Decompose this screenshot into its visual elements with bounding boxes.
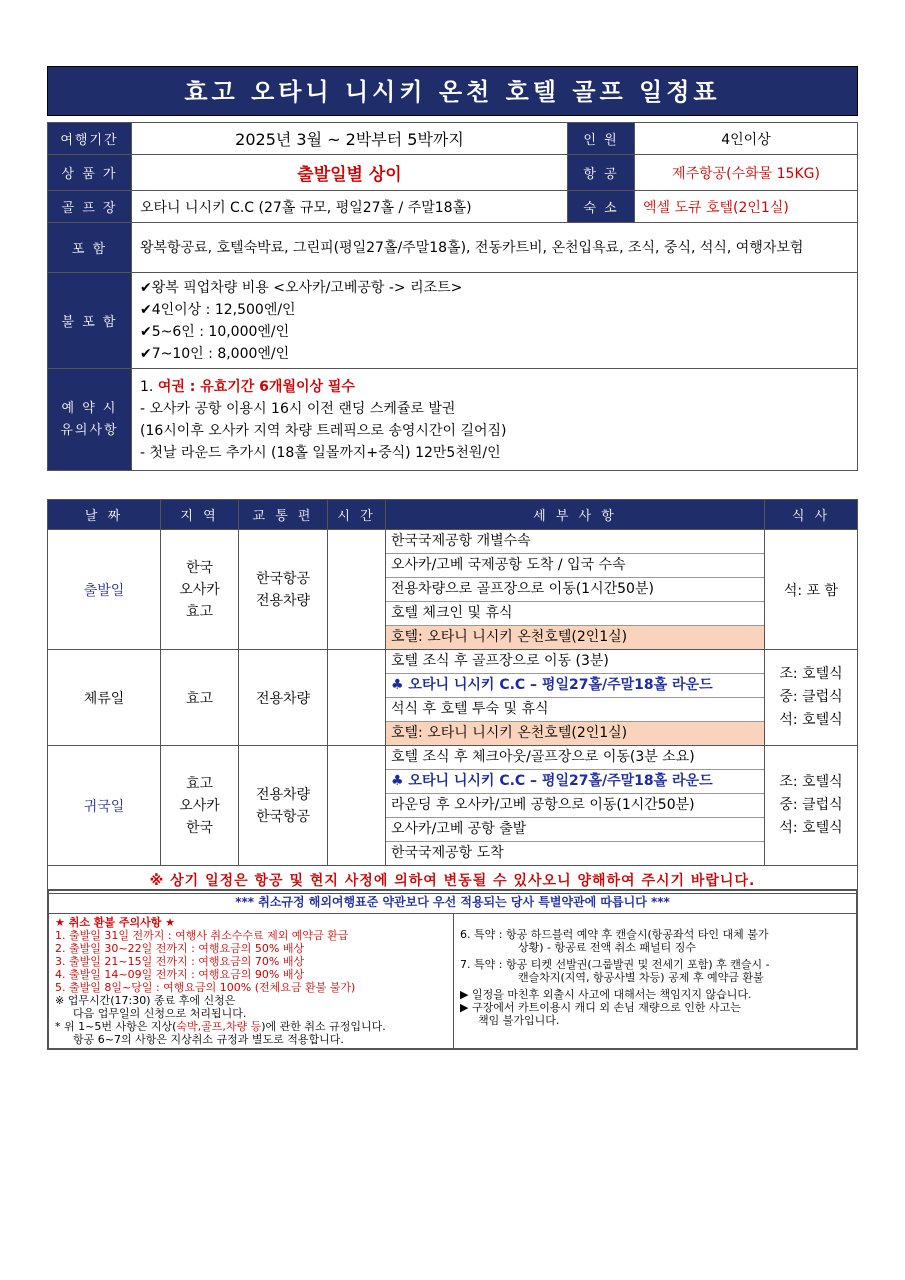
transport-line: 전용차량 <box>255 786 311 803</box>
detail-line: 호텔 조식 후 체크아웃/골프장으로 이동(3분 소요) <box>386 746 764 770</box>
header-region: 지 역 <box>161 500 239 530</box>
region-line: 효고 <box>185 775 214 792</box>
exclude-item: ✔왕복 픽업차량 비용 <오사카/고베공항 -> 리조트> <box>140 279 463 296</box>
table-row <box>48 746 858 866</box>
day-details <box>386 650 765 746</box>
detail-line: 오사카/고베 공항 출발 <box>386 818 764 842</box>
cancel-item: 4. 출발일 14~09일 전까지 : 여행요금의 90% 배상 <box>55 968 305 981</box>
detail-line: 전용차량으로 골프장으로 이동(1시간50분) <box>386 578 764 602</box>
note-text: )에 관한 취소 규정입니다. <box>261 1020 386 1033</box>
ground-cancel-note <box>55 1020 447 1033</box>
detail-line: 호텔 조식 후 골프장으로 이동 (3분) <box>386 650 764 674</box>
cancel-right <box>454 914 856 1048</box>
notes-item: (16시이후 오사카 지역 차량 트레픽으로 송영시간이 길어짐) <box>140 422 507 439</box>
detail-line: 오사카/고베 국제공항 도착 / 입국 수속 <box>386 554 764 578</box>
header-date: 날 짜 <box>48 500 161 530</box>
detail-line: 라운딩 후 오사카/고베 공항으로 이동(1시간50분) <box>386 794 764 818</box>
cancel-item: 3. 출발일 21~15일 전까지 : 여행요금의 70% 배상 <box>55 955 305 968</box>
day-region: 효고 <box>161 650 239 746</box>
exclude-label: 불 포 함 <box>48 273 132 369</box>
clause-line: 6. 특약 : 항공 하드블럭 예약 후 캔슬시(항공좌석 타인 대체 불가 <box>460 928 769 941</box>
header-transport: 교 통 편 <box>239 500 328 530</box>
day-meals <box>765 650 858 746</box>
note-highlight: 숙박,골프,차량 등 <box>176 1020 262 1033</box>
air-label: 항 공 <box>568 155 635 191</box>
air-value: 제주항공(수화물 15KG) <box>635 155 858 191</box>
day-name: 귀국일 <box>48 746 161 866</box>
exclude-list <box>132 273 858 369</box>
office-hours-note: ※ 업무시간(17:30) 종료 후에 신청은 <box>55 994 236 1007</box>
day-transport <box>239 746 328 866</box>
table-row <box>48 650 858 746</box>
header-meals: 식 사 <box>765 500 858 530</box>
region-line: 오사카 <box>179 797 220 814</box>
header-time: 시 간 <box>328 500 386 530</box>
day-time <box>328 650 386 746</box>
passport-warning: 여권 : 유효기간 6개월이상 필수 <box>157 378 355 395</box>
cancel-title: ★ 취소 환불 주의사항 ★ <box>55 916 176 929</box>
meal-line: 조: 호텔식 <box>779 774 843 790</box>
note-text: * 위 1~5번 사항은 지상( <box>55 1020 177 1033</box>
day-time <box>328 746 386 866</box>
golf-value: 오타니 니시키 C.C (27홀 규모, 평일27홀 / 주말18홀) <box>132 191 568 223</box>
transport-line: 전용차량 <box>255 592 311 609</box>
clause-line: 상황) - 항공료 전액 취소 패널티 징수 <box>518 941 697 954</box>
schedule-notice: ※ 상기 일정은 항공 및 현지 사정에 의하여 변동될 수 있사오니 양해하여 주시기 바랍니다. <box>48 866 858 894</box>
day-region <box>161 746 239 866</box>
trip-info-table <box>47 122 858 471</box>
cancel-item: 2. 출발일 30~22일 전까지 : 여행요금의 50% 배상 <box>55 942 305 955</box>
hotel-label: 숙 소 <box>568 191 635 223</box>
cart-note <box>460 1001 850 1027</box>
day-details <box>386 530 765 650</box>
notes-label-line: 유의사항 <box>60 422 119 438</box>
region-line: 오사카 <box>179 581 220 598</box>
day-region <box>161 530 239 650</box>
detail-line: 호텔 체크인 및 휴식 <box>386 602 764 626</box>
cancel-header: *** 취소규정 해외여행표준 약관보다 우선 적용되는 당사 특별약관에 따릅니다 *** <box>49 891 856 914</box>
detail-line: 한국국제공항 도착 <box>391 845 504 861</box>
exclude-item: ✔5~6인 : 10,000엔/인 <box>140 323 290 340</box>
special-clause-7 <box>460 958 850 984</box>
golf-round-line: ♣ 오타니 니시키 C.C – 평일27홀/주말18홀 라운드 <box>386 770 764 794</box>
people-value: 4인이상 <box>635 123 858 155</box>
day-transport: 전용차량 <box>239 650 328 746</box>
day-meals: 석: 포 함 <box>765 530 858 650</box>
include-value: 왕복항공료, 호텔숙박료, 그린피(평일27홀/주말18홀), 전동카트비, 온천입욕료, 조식, 중식, 석식, 여행자보험 <box>132 223 858 273</box>
detail-line: 석식 후 호텔 투숙 및 휴식 <box>386 698 764 722</box>
header-details: 세 부 사 항 <box>386 500 765 530</box>
clause-line: ▶ 구장에서 카트이용시 캐디 외 손님 재량으로 인한 사고는 <box>460 1001 741 1014</box>
transport-line: 한국항공 <box>255 808 311 825</box>
region-line: 한국 <box>185 559 214 576</box>
cancel-item: 5. 출발일 8일~당일 : 여행요금의 100% (전체요금 환불 불가) <box>55 981 356 994</box>
page-title: 효고 오타니 니시키 온천 호텔 골프 일정표 <box>47 66 858 116</box>
meal-line: 중: 클럽식 <box>779 689 843 705</box>
hotel-line: 호텔: 오타니 니시키 온천호텔(2인1실) <box>386 722 764 745</box>
air-cancel-note: 항공 6~7의 사항은 지상취소 규정과 별도로 적용합니다. <box>73 1033 344 1046</box>
exclude-item: ✔4인이상 : 12,500엔/인 <box>140 301 296 318</box>
meal-line: 조: 호텔식 <box>779 666 843 682</box>
hotel-line: 호텔: 오타니 니시키 온천호텔(2인1실) <box>386 626 764 649</box>
cancel-left <box>49 914 454 1048</box>
schedule-table <box>47 499 858 894</box>
price-label: 상 품 가 <box>48 155 132 191</box>
day-meals <box>765 746 858 866</box>
notes-prefix: 1. <box>140 378 158 395</box>
clause-line: 책임 불가입니다. <box>478 1014 560 1027</box>
notes-item: - 첫날 라운드 추가시 (18홀 일몰까지+중식) 12만5천원/인 <box>140 444 501 461</box>
period-label: 여행기간 <box>48 123 132 155</box>
golf-label: 골 프 장 <box>48 191 132 223</box>
include-label: 포 함 <box>48 223 132 273</box>
notes-item: - 오사카 공항 이용시 16시 이전 랜딩 스케쥴로 발권 <box>140 400 456 417</box>
cancellation-policy <box>47 889 858 1050</box>
day-time <box>328 530 386 650</box>
detail-line: 한국국제공항 개별수속 <box>386 530 764 554</box>
transport-line: 한국항공 <box>255 570 311 587</box>
day-transport <box>239 530 328 650</box>
notes-label-line: 예 약 시 <box>61 400 118 416</box>
region-line: 한국 <box>185 819 214 836</box>
office-hours-note: 다음 업무일의 신청으로 처리됩니다. <box>73 1007 247 1020</box>
clause-line: 캔슬차지(지역, 항공사별 차등) 공제 후 예약금 환불 <box>518 971 764 984</box>
day-details <box>386 746 765 866</box>
meal-line: 석: 호텔식 <box>779 820 843 836</box>
cancel-item: 1. 출발일 31일 전까지 : 여행사 취소수수료 제외 예약금 환급 <box>55 929 349 942</box>
meal-line: 석: 호텔식 <box>779 712 843 728</box>
period-value: 2025년 3월 ~ 2박부터 5박까지 <box>132 123 568 155</box>
meal-line: 중: 클럽식 <box>779 797 843 813</box>
liability-note: ▶ 일정을 마친후 외출시 사고에 대해서는 책임지지 않습니다. <box>460 988 752 1001</box>
day-name: 출발일 <box>48 530 161 650</box>
table-row <box>48 530 858 650</box>
people-label: 인 원 <box>568 123 635 155</box>
clause-line: 7. 특약 : 항공 티켓 선발권(그룹발권 및 전세기 포함) 후 캔슬시 - <box>460 958 770 971</box>
special-clause-6 <box>460 928 850 954</box>
price-value: 출발일별 상이 <box>132 155 568 191</box>
notes-item <box>140 376 849 398</box>
region-line: 효고 <box>185 603 214 620</box>
exclude-item: ✔7~10인 : 8,000엔/인 <box>140 345 290 362</box>
hotel-value: 엑셀 도큐 호텔(2인1실) <box>635 191 858 223</box>
notes-list <box>132 369 858 471</box>
golf-round-line: ♣ 오타니 니시키 C.C – 평일27홀/주말18홀 라운드 <box>386 674 764 698</box>
day-name: 체류일 <box>48 650 161 746</box>
notes-label <box>48 369 132 471</box>
